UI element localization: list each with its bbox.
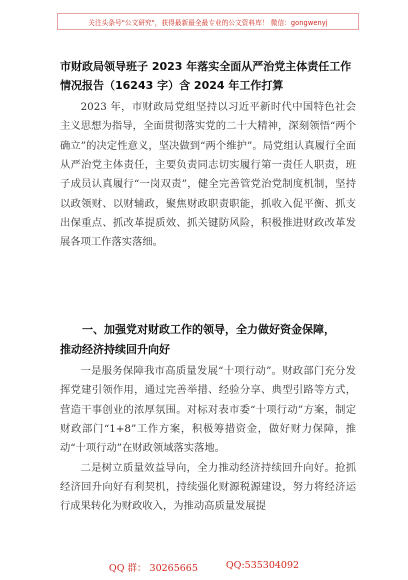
section-text [60, 362, 356, 517]
footer-qq-number: QQ:535304092 [225, 560, 300, 571]
section-heading-line-1: 一、加强党对财政工作的领导，全力做好资金保障， [82, 323, 335, 336]
title-line-1: 市财政局领导班子 2023 年落实全面从严治党主体责任工作 [60, 60, 352, 73]
footer-qq-group: QQ 群： 30265665 [108, 563, 198, 574]
intro-text [60, 98, 356, 253]
document-title [60, 57, 356, 95]
title-line-2: 情况报告（16243 字）含 2024 年工作打算 [60, 79, 284, 92]
section-heading [60, 320, 356, 360]
section-paragraph-1: 一是服务保障我市高质量发展“十项行动”。财政部门充分发挥党建引领作用，通过完善举措、经验分享、典型引路等方式，营造干事创业的浓厚氛围。对标对表市委“十项行动”方案，制定财政部门“1+8”工作方案，积极筹措资金，做好财力保障，推动“十项行动”在财政领域落实落地。 [60, 365, 356, 455]
banner-text: 关注头条号"公文研究"，获得最新最全最专业的公文资料库！ 微信：gongwenyj [88, 18, 328, 27]
footer-contact [0, 560, 408, 574]
section-heading-line-2: 推动经济持续回升向好 [60, 343, 170, 356]
section-paragraph-2: 二是树立质量效益导向，全力推动经济持续回升向好。抢抓经济回升向好有利契机，持续强化财源税源建设，努力将经济运行成果转化为财政收入，为推动高质量发展提 [60, 461, 356, 513]
intro-paragraph: 2023 年，市财政局党组坚持以习近平新时代中国特色社会主义思想为指导，全面贯彻落实党的二十大精神，深刻领悟“两个确立”的决定性意义，坚决做到“两个维护”。局党组认真履行全面从严治党主体责任，主要负责同志切实履行第一责任人职责，班子成员认真履行“一岗双责”，健全完善管党治党制度机制，坚持以政领财、以财辅政，聚焦财政职责职能，抓收入促平衡、抓支出保重点、抓改革提质效、抓关键防风险，积极推进财政改革发展各项工作落实落细。 [60, 101, 356, 249]
header-banner [57, 13, 359, 30]
